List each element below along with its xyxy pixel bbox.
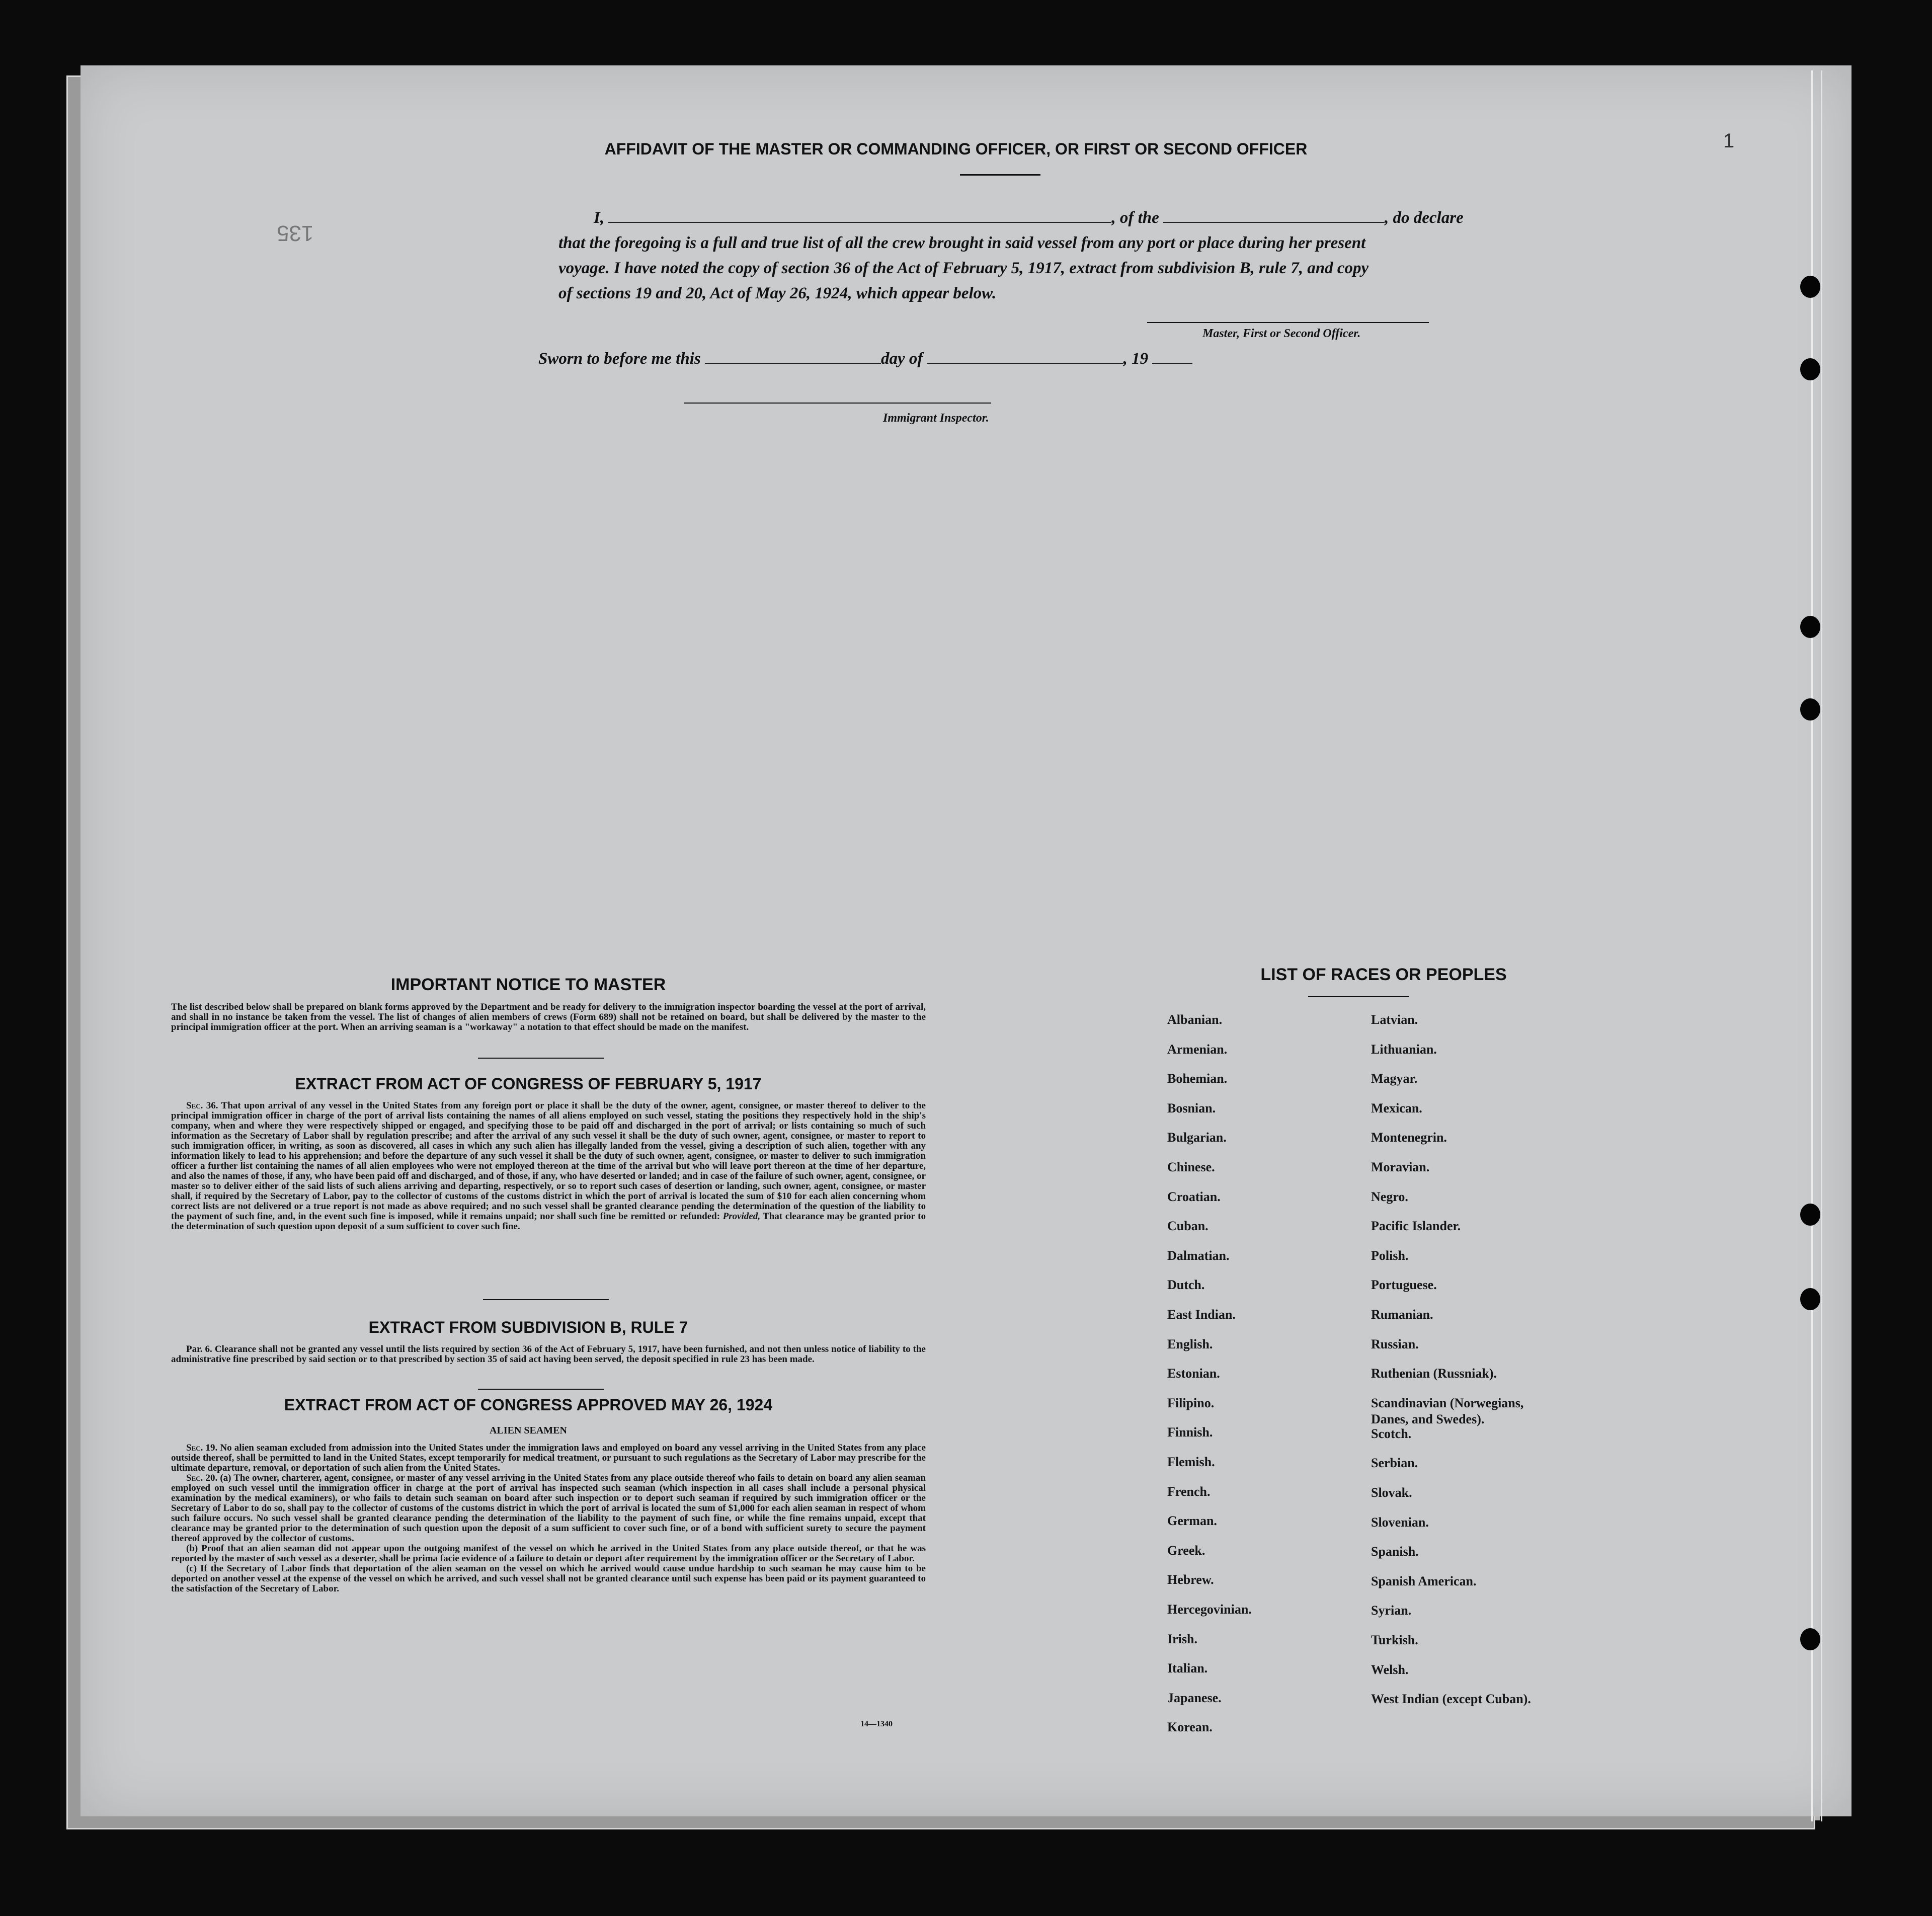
extract-1924-body xyxy=(171,1443,926,1594)
sec-36-text: That upon arrival of any vessel in the United States from any foreign port or place it shall be the duty of the owner, agent, consignee, or master thereof to deliver to the principal immigration officer in charge of the port of arrival lists containing the names of all aliens employed on such vessel, stating the positions they respectively hold in the ship's company, when and where they were respectively shipped or engaged, and specifying those to be paid off and discharged in the port of arrival; or lists containing so much of such information as the Secretary of Labor shall by regulation prescribe; and after the arrival of any such vessel it shall be the duty of such owner, agent, consignee, or master to report to such immigration officer, in writing, as soon as discovered, all cases in which any such alien has illegally landed from the vessel, giving a description of such alien, together with any information likely to lead to his apprehension; and before the departure of any such vessel it shall be the duty of such owner, agent, consignee, or master to deliver to such immigration officer a further list containing the names of all alien employees who were not employed thereon at the time of the arrival but who will leave port thereon at the time of her departure, and also the names of those, if any, who have been paid off and discharged, and of those, if any, who have deserted or landed; and in case of the failure of such owner, agent, consignee, or master so to deliver either of the said lists of such aliens arriving and departing, respectively, or so to report such cases of desertion or landing, such owner, agent, consignee, or master shall, if required by the Secretary of Labor, pay to the collector of customs of the customs district in which the port of arrival is located the sum of $10 for each alien concerning whom correct lists are not delivered or a true report is not made as above required; and no such vessel shall be granted clearance pending the determination of the question of the liability to the payment of such fine, and, in the event such fine is imposed, while it remains unpaid; nor shall such fine be remitted or refunded: xyxy=(171,1100,926,1222)
race-item: Croatian. xyxy=(1167,1189,1221,1204)
race-item: Estonian. xyxy=(1167,1366,1220,1381)
vessel-name-field[interactable] xyxy=(1163,222,1385,223)
sworn-year-prefix: , 19 xyxy=(1123,350,1149,368)
stamp-number: 135 xyxy=(277,221,314,246)
race-item: Cuban. xyxy=(1167,1219,1209,1234)
affidavit-do-declare: , do declare xyxy=(1385,209,1464,227)
sec-19-text: No alien seaman excluded from admission into the United States under the immigration laws and employed on board any vessel arriving in the United States from any place outside thereof, shall be permitted to land in the United States, except temporarily for medical treatment, or pursuant to such regulations as the Secretary of Labor may prescribe for the ultimate departure, removal, or deportation of such alien from the United States. xyxy=(171,1443,926,1473)
punch-hole xyxy=(1800,358,1820,380)
sworn-date-field[interactable] xyxy=(705,363,881,364)
sworn-line xyxy=(538,346,1524,371)
affidavit-text xyxy=(558,205,1545,306)
race-item: English. xyxy=(1167,1336,1213,1351)
proviso-label: Provided, xyxy=(722,1211,760,1222)
master-signature-line[interactable] xyxy=(1147,322,1429,323)
race-item: Russian. xyxy=(1371,1336,1419,1351)
race-item: Moravian. xyxy=(1371,1160,1430,1174)
race-item: Japanese. xyxy=(1167,1690,1222,1705)
sworn-year-field[interactable] xyxy=(1152,363,1192,364)
race-item: German. xyxy=(1167,1513,1217,1529)
sec-19-label: Sec. 19. xyxy=(186,1443,218,1453)
race-item: Serbian. xyxy=(1371,1456,1418,1471)
race-item: Irish. xyxy=(1167,1631,1197,1646)
race-item: Polish. xyxy=(1371,1248,1409,1263)
extract-1924-title: EXTRACT FROM ACT OF CONGRESS APPROVED MAY 26, 1924 xyxy=(284,1396,773,1414)
race-item: East Indian. xyxy=(1167,1307,1236,1322)
race-item: French. xyxy=(1167,1484,1211,1499)
subdivision-b-title: EXTRACT FROM SUBDIVISION B, RULE 7 xyxy=(368,1318,688,1336)
affidavit-line-1 xyxy=(558,205,1545,230)
document-page xyxy=(80,65,1852,1816)
race-item: Albanian. xyxy=(1167,1012,1223,1027)
race-item: Slovenian. xyxy=(1371,1514,1429,1530)
race-item: Welsh. xyxy=(1371,1662,1409,1677)
race-item: Bosnian. xyxy=(1167,1100,1216,1115)
sec-20c-paragraph: (c) If the Secretary of Labor finds that deportation of the alien seaman on the vessel on which he arrived would cause undue hardship to such seaman he may cause him to be deported on another vessel at the expense of the vessel on which he arrived, and such vessel shall not be granted clearance until such expense has been paid or its payment guaranteed to the satisfaction of the Secretary of Labor. xyxy=(171,1563,926,1594)
race-item: Scandinavian (Norwegians, xyxy=(1371,1395,1524,1410)
race-item: Turkish. xyxy=(1371,1632,1418,1647)
extract-1917-title: EXTRACT FROM ACT OF CONGRESS OF FEBRUARY 5, 1917 xyxy=(295,1075,762,1093)
affidavit-line-2: that the foregoing is a full and true list of all the crew brought in said vessel from any port or place during her present xyxy=(558,234,1366,252)
race-item: Dalmatian. xyxy=(1167,1248,1230,1263)
notice-body: The list described below shall be prepared on blank forms approved by the Department and be ready for delivery to the immigration inspector boarding the vessel at the port of arrival, and shall in no instance be taken from the vessel. The list of changes of alien members of crews (Form 689) shall not be retained on board, but shall be delivered by the master to the principal immigration officer at the port. When an arriving seaman is a "workaway" a notation to that effect should be made on the manifest. xyxy=(171,1002,926,1032)
punch-hole xyxy=(1800,276,1820,298)
affidavit-line-4: of sections 19 and 20, Act of May 26, 1924, which appear below. xyxy=(558,284,997,302)
race-item: Magyar. xyxy=(1371,1071,1418,1086)
race-item: Flemish. xyxy=(1167,1455,1215,1469)
alien-seamen-subtitle: ALIEN SEAMEN xyxy=(490,1425,567,1436)
race-item: Slovak. xyxy=(1371,1485,1412,1500)
race-item: Chinese. xyxy=(1167,1160,1215,1174)
page-edge-lines xyxy=(1811,70,1822,1821)
race-item: Hebrew. xyxy=(1167,1572,1214,1587)
race-item: Hercegovinian. xyxy=(1167,1602,1252,1617)
sec-36-label: Sec. 36. xyxy=(186,1100,218,1111)
notice-title: IMPORTANT NOTICE TO MASTER xyxy=(390,975,666,994)
race-item: Portuguese. xyxy=(1371,1278,1437,1293)
punch-hole xyxy=(1800,1628,1820,1650)
race-item: Dutch. xyxy=(1167,1278,1205,1293)
master-name-field[interactable] xyxy=(608,222,1111,223)
race-item: Negro. xyxy=(1371,1189,1408,1204)
notice-rule xyxy=(478,1058,604,1059)
sec-20a-paragraph xyxy=(171,1473,926,1544)
race-item: Syrian. xyxy=(1371,1603,1412,1618)
race-item: Spanish American. xyxy=(1371,1573,1477,1588)
race-item: Ruthenian (Russniak). xyxy=(1371,1366,1497,1381)
race-item: Pacific Islander. xyxy=(1371,1219,1461,1234)
inspector-signature-line[interactable] xyxy=(684,403,991,404)
page-corner-number: 1 xyxy=(1723,130,1735,152)
race-item: Bohemian. xyxy=(1167,1071,1228,1086)
race-item: Armenian. xyxy=(1167,1042,1228,1057)
punch-hole xyxy=(1800,698,1820,721)
affidavit-title: AFFIDAVIT OF THE MASTER OR COMMANDING OFFICER, OR FIRST OR SECOND OFFICER xyxy=(604,140,1308,158)
affidavit-i: I, xyxy=(594,209,605,227)
race-item: Danes, and Swedes). xyxy=(1371,1412,1485,1427)
inspector-signature-label: Immigrant Inspector. xyxy=(883,412,989,425)
form-number: 14—1340 xyxy=(860,1720,893,1728)
races-title-rule xyxy=(1308,996,1409,997)
race-item: Spanish. xyxy=(1371,1544,1419,1559)
proviso-text: That clearance may be granted prior to the determination of such question upon deposit of a sum sufficient to cover such fine. xyxy=(171,1211,926,1232)
extract-1917-rule xyxy=(483,1299,609,1300)
race-item: Mexican. xyxy=(1371,1100,1422,1115)
sworn-day-of: day of xyxy=(880,350,923,368)
punch-hole xyxy=(1800,1288,1820,1310)
race-item: Italian. xyxy=(1167,1661,1208,1676)
race-item: Bulgarian. xyxy=(1167,1130,1227,1145)
race-item: Rumanian. xyxy=(1371,1307,1433,1322)
subdivision-b-rule xyxy=(478,1389,604,1390)
affidavit-line-3: voyage. I have noted the copy of section 36 of the Act of February 5, 1917, extract from subdivision B, rule 7, and copy xyxy=(558,259,1369,277)
sec-20a-text: (a) The owner, charterer, agent, consignee, or master of any vessel arriving in the United States from any place outside thereof who fails to detain on board any alien seaman employed on such vessel until the immigration officer in charge at the port of arrival has inspected such seaman (which inspection in all cases shall include a personal physical examination by the medical examiners), or who fails to detain such seaman on board after such inspection or to deport such seaman if required by such immigration officer or the Secretary of Labor to do so, shall pay to the collector of customs of the customs district in which the port of arrival is located the sum of $1,000 for each alien seaman in respect of whom such failure occurs. No such vessel shall be granted clearance pending the determination of the liability to the payment of such fine, or while the fine remains unpaid, except that clearance may be granted prior to the determination of such question upon the deposit of a sum sufficient to cover such fine, or of a bond with sufficient surety to secure the payment thereof approved by the collector of customs. xyxy=(171,1473,926,1544)
sec-20-label: Sec. 20. xyxy=(186,1473,218,1483)
punch-hole xyxy=(1800,1204,1820,1226)
race-item: Korean. xyxy=(1167,1720,1213,1735)
sec-19-paragraph xyxy=(171,1443,926,1473)
sworn-month-field[interactable] xyxy=(927,363,1123,364)
affidavit-of-the: , of the xyxy=(1111,209,1159,227)
race-item: Latvian. xyxy=(1371,1012,1418,1027)
race-item: Finnish. xyxy=(1167,1425,1213,1440)
subdivision-b-body: Par. 6. Clearance shall not be granted any vessel until the lists required by section 36 of the Act of February 5, 1917, have been furnished, and not then unless notice of liability to the administrative fine prescribed by said section or to that prescribed by section 35 of said act having been served, the deposit specified in rule 23 has been made. xyxy=(171,1344,926,1365)
race-item: Montenegrin. xyxy=(1371,1130,1447,1145)
race-item: Scotch. xyxy=(1371,1426,1412,1441)
race-item: Lithuanian. xyxy=(1371,1042,1437,1057)
sec-20b-paragraph: (b) Proof that an alien seaman did not appear upon the outgoing manifest of the vessel on which he arrived in the United States from any place outside thereof, or that he was reported by the master of such vessel as a deserter, shall be prima facie evidence of a failure to detain or deport after requirement by the immigration officer or the Secretary of Labor. xyxy=(171,1543,926,1564)
race-item: West Indian (except Cuban). xyxy=(1371,1692,1531,1707)
race-item: Filipino. xyxy=(1167,1395,1215,1410)
races-title: LIST OF RACES OR PEOPLES xyxy=(1260,965,1507,984)
race-item: Greek. xyxy=(1167,1543,1205,1558)
affidavit-title-rule xyxy=(960,174,1040,176)
sworn-prefix: Sworn to before me this xyxy=(538,350,701,368)
extract-1917-body xyxy=(171,1101,926,1232)
punch-hole xyxy=(1800,616,1820,638)
master-signature-label: Master, First or Second Officer. xyxy=(1202,327,1361,340)
